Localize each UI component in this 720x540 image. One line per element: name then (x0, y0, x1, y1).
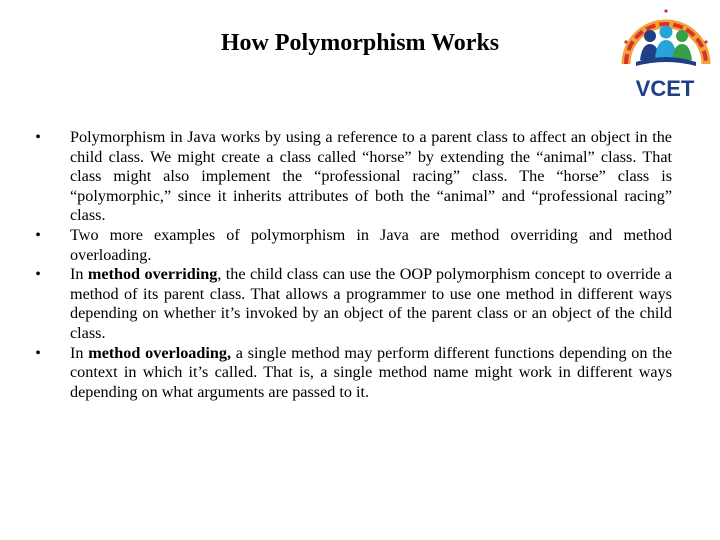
bullet-icon: • (35, 226, 41, 244)
vcet-logo (612, 2, 718, 102)
bullet-text: Two more examples of polymorphism in Java are method overriding and method overloading. (70, 225, 672, 264)
bullet-text: In method overloading, a single method may perform different functions depending on the context in which it’s called. That is, a single method name might work in different ways depending on what arguments are passed to it. (70, 343, 672, 401)
bullet-icon: • (35, 344, 41, 362)
bullet-text: In method overriding, the child class can use the OOP polymorphism concept to override a method of its parent class. That allows a programmer to use one method in different ways depending on whether it’s invoked by an object of the parent class or an object of the child class. (70, 265, 673, 342)
bullet-item (30, 344, 672, 403)
bullet-item (30, 226, 672, 265)
term-method-overloading: method overloading, (88, 343, 232, 362)
term-method-overriding: method overriding (87, 265, 218, 284)
bullet-icon: • (35, 266, 41, 284)
slide-title: How Polymorphism Works (220, 30, 500, 56)
bullet-item (30, 128, 672, 226)
bullet-text: Polymorphism in Java works by using a reference to a parent class to affect an object in the child class. We might create a class called “horse” by extending the “animal” class. That class might also implement the “professional racing” class. The “horse” class is “polymorphic,” since it inherits attributes of both the “animal” and “professional racing” class. (70, 128, 672, 225)
logo-text: VCET (635, 76, 695, 101)
bullet-icon: • (35, 129, 41, 146)
bullet-list (30, 128, 672, 402)
bullet-item (30, 265, 672, 343)
